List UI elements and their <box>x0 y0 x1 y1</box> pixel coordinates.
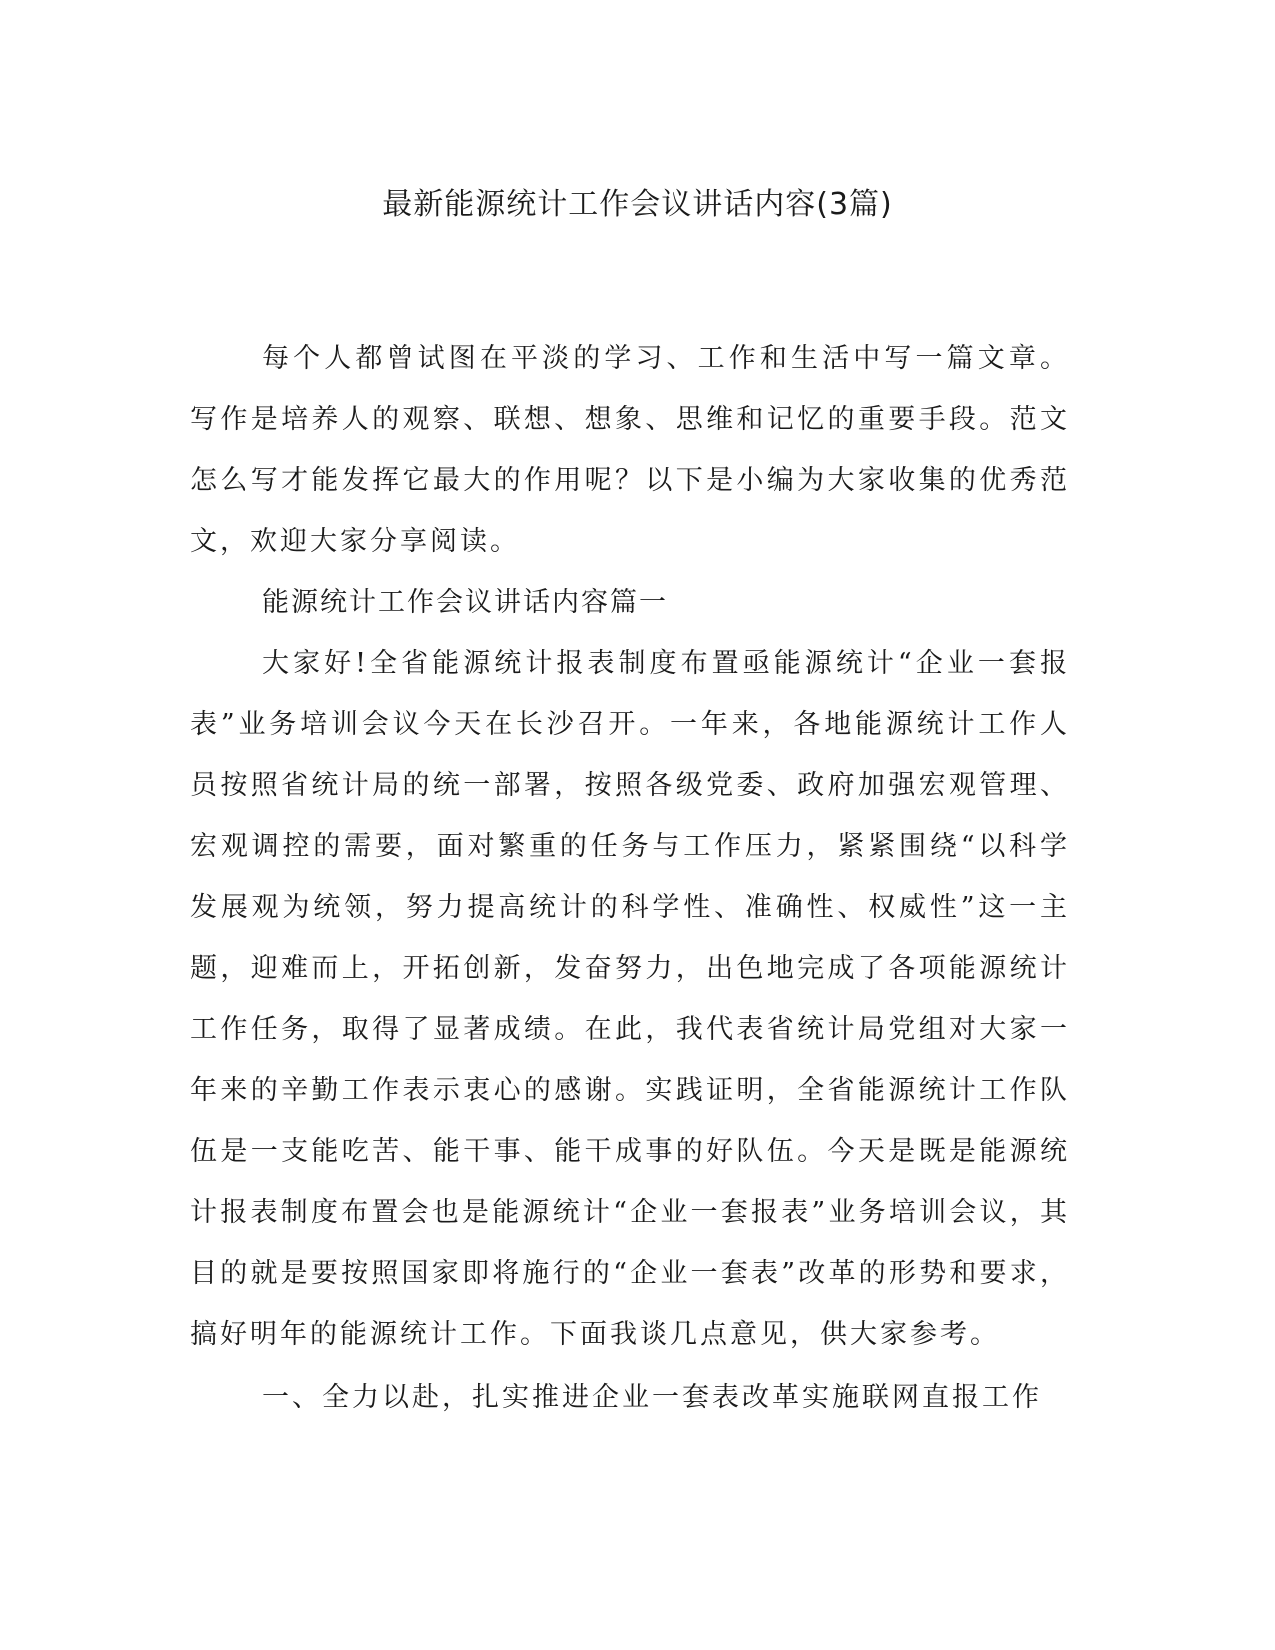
section-heading: 一、全力以赴，扎实推进企业一套表改革实施联网直报工作 <box>262 1382 1042 1413</box>
article-heading: 能源统计工作会议讲话内容篇一 <box>262 587 668 618</box>
document-title: 最新能源统计工作会议讲话内容(3篇) <box>382 187 893 222</box>
document-body <box>190 328 1070 1428</box>
intro-paragraph: 每个人都曾试图在平淡的学习、工作和生活中写一篇文章。写作是培养人的观察、联想、想象、思维和记忆的重要手段。范文怎么写才能发挥它最大的作用呢？以下是小编为大家收集的优秀范文，欢迎大家分享阅读。 <box>190 343 1070 557</box>
speech-paragraph: 大家好!全省能源统计报表制度布置亟能源统计“企业一套报表”业务培训会议今天在长沙召开。一年来，各地能源统计工作人员按照省统计局的统一部署，按照各级党委、政府加强宏观管理、宏观调控的需要，面对繁重的任务与工作压力，紧紧围绕“以科学发展观为统领，努力提高统计的科学性、准确性、权威性”这一主题，迎难而上，开拓创新，发奋努力，出色地完成了各项能源统计工作任务，取得了显著成绩。在此，我代表省统计局党组对大家一年来的辛勤工作表示衷心的感谢。实践证明，全省能源统计工作队伍是一支能吃苦、能干事、能干成事的好队伍。今天是既是能源统计报表制度布置会也是能源统计“企业一套报表”业务培训会议，其目的就是要按照国家即将施行的“企业一套表”改革的形势和要求，搞好明年的能源统计工作。下面我谈几点意见，供大家参考。 <box>190 648 1070 1350</box>
